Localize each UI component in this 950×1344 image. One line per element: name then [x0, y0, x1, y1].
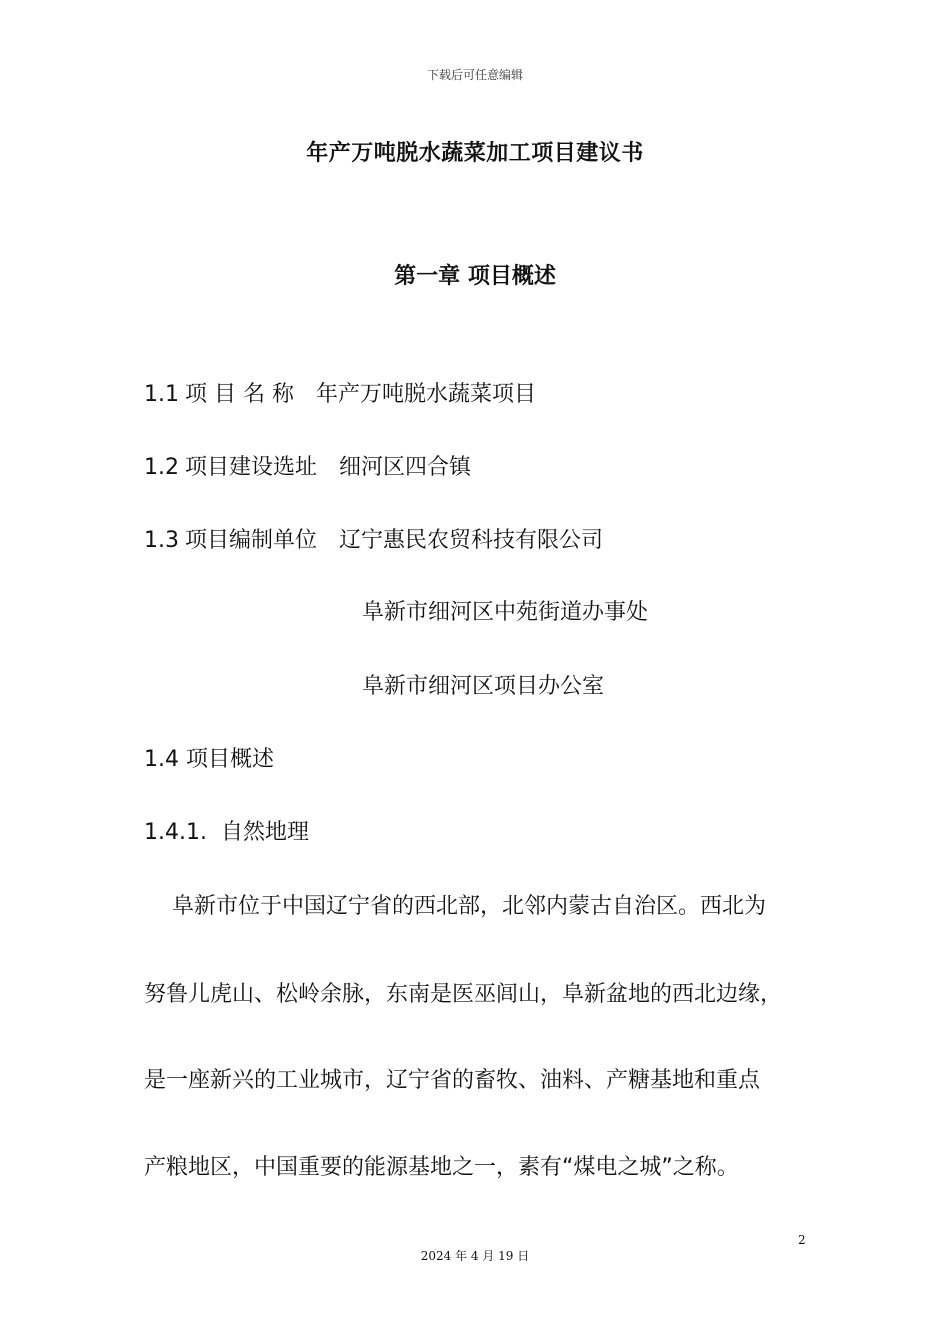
item-label: 项目建设选址: [185, 455, 318, 480]
item-number: 1.1: [144, 382, 179, 407]
paragraph-line: 努鲁儿虎山、松岭余脉，东南是医巫闾山，阜新盆地的西北边缘，: [144, 982, 783, 1007]
footer-date: 2024 年 4 月 19 日: [420, 1249, 530, 1263]
paragraph-line: 是一座新兴的工业城市，辽宁省的畜牧、油料、产糖基地和重点: [144, 1068, 761, 1093]
item-project-site: [144, 453, 471, 483]
item-label: 项 目 名 称: [185, 382, 294, 407]
item-number: 1.2: [144, 455, 179, 480]
unit-extra-line: 阜新市细河区中苑街道办事处: [362, 600, 649, 625]
item-value: 细河区四合镇: [339, 455, 472, 480]
header-note: 下载后可任意编辑: [426, 68, 523, 82]
item-project-unit: [144, 526, 603, 556]
item-number: 1.3: [144, 528, 179, 553]
item-project-name: [144, 380, 536, 410]
document-title: 年产万吨脱水蔬菜加工项目建议书: [306, 141, 644, 166]
item-value: 年产万吨脱水蔬菜项目: [315, 382, 536, 407]
item-value: 辽宁惠民农贸科技有限公司: [339, 528, 604, 553]
paragraph-line: 产粮地区，中国重要的能源基地之一，素有“煤电之城”之称。: [144, 1155, 739, 1180]
page-number: 2: [798, 1233, 806, 1247]
section-heading-1-4: 1.4 项目概述: [144, 747, 274, 772]
paragraph-line: 阜新市位于中国辽宁省的西北部，北邻内蒙古自治区。西北为: [144, 894, 766, 919]
chapter-title: 第一章 项目概述: [394, 264, 556, 289]
section-heading-1-4-1: 1.4.1. 自然地理: [144, 820, 309, 845]
unit-extra-line: 阜新市细河区项目办公室: [362, 674, 605, 699]
item-label: 项目编制单位: [185, 528, 318, 553]
